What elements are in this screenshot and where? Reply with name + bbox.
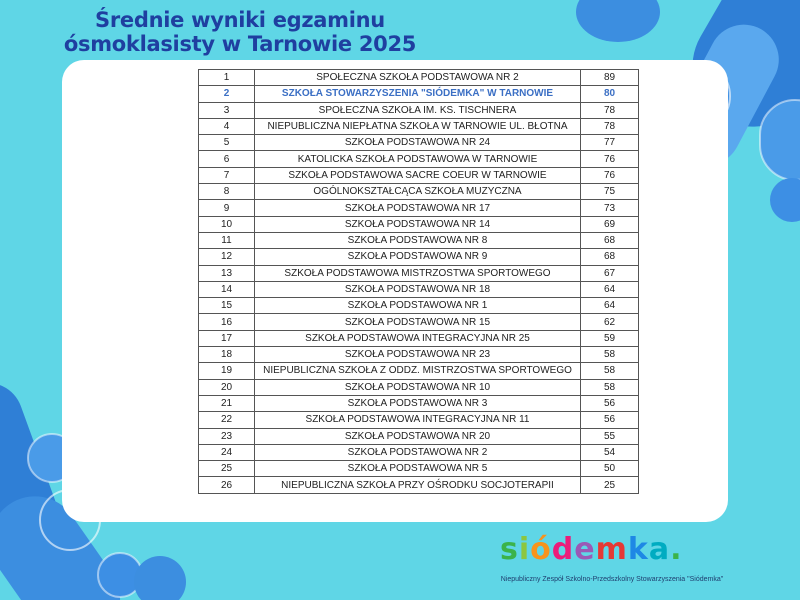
rank-cell: 3 <box>199 102 255 118</box>
rank-cell: 23 <box>199 428 255 444</box>
table-row <box>199 232 639 248</box>
rank-cell: 15 <box>199 298 255 314</box>
rank-cell: 19 <box>199 363 255 379</box>
score-cell: 68 <box>581 249 639 265</box>
rank-cell: 20 <box>199 379 255 395</box>
school-name-cell: SZKOŁA PODSTAWOWA NR 8 <box>255 232 581 248</box>
score-cell: 76 <box>581 167 639 183</box>
score-cell: 67 <box>581 265 639 281</box>
school-name-cell: SPOŁECZNA SZKOŁA IM. KS. TISCHNERA <box>255 102 581 118</box>
score-cell: 25 <box>581 477 639 493</box>
table-row <box>199 70 639 86</box>
rank-cell: 8 <box>199 184 255 200</box>
table-row <box>199 461 639 477</box>
results-table-body <box>199 70 639 494</box>
rank-cell: 24 <box>199 444 255 460</box>
rank-cell: 25 <box>199 461 255 477</box>
table-row <box>199 428 639 444</box>
school-name-cell: NIEPUBLICZNA SZKOŁA PRZY OŚRODKU SOCJOTERAPII <box>255 477 581 493</box>
score-cell: 55 <box>581 428 639 444</box>
school-name-cell: SZKOŁA PODSTAWOWA NR 5 <box>255 461 581 477</box>
school-name-cell: SZKOŁA PODSTAWOWA NR 23 <box>255 347 581 363</box>
score-cell: 58 <box>581 347 639 363</box>
school-name-cell: NIEPUBLICZNA SZKOŁA Z ODDZ. MISTRZOSTWA SPORTOWEGO <box>255 363 581 379</box>
score-cell: 54 <box>581 444 639 460</box>
rank-cell: 5 <box>199 135 255 151</box>
school-name-cell: SZKOŁA PODSTAWOWA NR 15 <box>255 314 581 330</box>
rank-cell: 22 <box>199 412 255 428</box>
table-row <box>199 314 639 330</box>
school-name-cell: SZKOŁA PODSTAWOWA INTEGRACYJNA NR 11 <box>255 412 581 428</box>
rank-cell: 12 <box>199 249 255 265</box>
score-cell: 80 <box>581 86 639 102</box>
score-cell: 73 <box>581 200 639 216</box>
school-name-cell: SZKOŁA PODSTAWOWA SACRE COEUR W TARNOWIE <box>255 167 581 183</box>
title-line-1: Średnie wyniki egzaminu <box>95 8 385 32</box>
table-row <box>199 167 639 183</box>
school-name-cell: SZKOŁA PODSTAWOWA NR 17 <box>255 200 581 216</box>
school-name-cell: SZKOŁA PODSTAWOWA NR 3 <box>255 395 581 411</box>
table-row <box>199 249 639 265</box>
school-name-cell: SZKOŁA PODSTAWOWA NR 24 <box>255 135 581 151</box>
table-row <box>199 444 639 460</box>
rank-cell: 14 <box>199 281 255 297</box>
rank-cell: 13 <box>199 265 255 281</box>
siodemka-logo: siódemka. <box>500 532 683 567</box>
score-cell: 64 <box>581 281 639 297</box>
score-cell: 58 <box>581 363 639 379</box>
table-row <box>199 102 639 118</box>
school-name-cell: SZKOŁA PODSTAWOWA NR 9 <box>255 249 581 265</box>
score-cell: 56 <box>581 395 639 411</box>
rank-cell: 4 <box>199 118 255 134</box>
table-row <box>199 151 639 167</box>
school-name-cell: NIEPUBLICZNA NIEPŁATNA SZKOŁA W TARNOWIE UL. BŁOTNA <box>255 118 581 134</box>
score-cell: 56 <box>581 412 639 428</box>
table-row <box>199 200 639 216</box>
school-name-cell: SZKOŁA STOWARZYSZENIA "SIÓDEMKA" W TARNOWIE <box>255 86 581 102</box>
school-name-cell: SZKOŁA PODSTAWOWA NR 20 <box>255 428 581 444</box>
school-name-cell: KATOLICKA SZKOŁA PODSTAWOWA W TARNOWIE <box>255 151 581 167</box>
rank-cell: 21 <box>199 395 255 411</box>
score-cell: 78 <box>581 102 639 118</box>
page-title <box>60 8 420 56</box>
score-cell: 50 <box>581 461 639 477</box>
rank-cell: 9 <box>199 200 255 216</box>
score-cell: 62 <box>581 314 639 330</box>
table-row <box>199 395 639 411</box>
rank-cell: 11 <box>199 232 255 248</box>
table-row <box>199 347 639 363</box>
school-name-cell: SZKOŁA PODSTAWOWA INTEGRACYJNA NR 25 <box>255 330 581 346</box>
table-row <box>199 265 639 281</box>
score-cell: 68 <box>581 232 639 248</box>
table-row <box>199 412 639 428</box>
score-cell: 69 <box>581 216 639 232</box>
rank-cell: 26 <box>199 477 255 493</box>
rank-cell: 16 <box>199 314 255 330</box>
rank-cell: 6 <box>199 151 255 167</box>
table-row <box>199 216 639 232</box>
table-row <box>199 184 639 200</box>
table-row <box>199 330 639 346</box>
score-cell: 59 <box>581 330 639 346</box>
score-cell: 64 <box>581 298 639 314</box>
table-row <box>199 281 639 297</box>
score-cell: 75 <box>581 184 639 200</box>
school-name-cell: OGÓLNOKSZTAŁCĄCA SZKOŁA MUZYCZNA <box>255 184 581 200</box>
school-name-cell: SZKOŁA PODSTAWOWA NR 10 <box>255 379 581 395</box>
table-row <box>199 477 639 493</box>
rank-cell: 1 <box>199 70 255 86</box>
rank-cell: 7 <box>199 167 255 183</box>
table-row <box>199 379 639 395</box>
table-row <box>199 86 639 102</box>
table-row <box>199 298 639 314</box>
score-cell: 89 <box>581 70 639 86</box>
school-name-cell: SZKOŁA PODSTAWOWA NR 1 <box>255 298 581 314</box>
table-row <box>199 363 639 379</box>
score-cell: 77 <box>581 135 639 151</box>
table-row <box>199 135 639 151</box>
results-table <box>198 69 639 494</box>
school-name-cell: SZKOŁA PODSTAWOWA NR 2 <box>255 444 581 460</box>
organization-name: Niepubliczny Zespół Szkolno-Przedszkolny Stowarzyszenia "Siódemka" <box>500 576 724 583</box>
rank-cell: 17 <box>199 330 255 346</box>
title-line-2: ósmoklasisty w Tarnowie 2025 <box>63 32 417 56</box>
table-row <box>199 118 639 134</box>
school-name-cell: SPOŁECZNA SZKOŁA PODSTAWOWA NR 2 <box>255 70 581 86</box>
rank-cell: 10 <box>199 216 255 232</box>
school-name-cell: SZKOŁA PODSTAWOWA NR 14 <box>255 216 581 232</box>
school-name-cell: SZKOŁA PODSTAWOWA MISTRZOSTWA SPORTOWEGO <box>255 265 581 281</box>
score-cell: 78 <box>581 118 639 134</box>
score-cell: 58 <box>581 379 639 395</box>
rank-cell: 18 <box>199 347 255 363</box>
school-name-cell: SZKOŁA PODSTAWOWA NR 18 <box>255 281 581 297</box>
rank-cell: 2 <box>199 86 255 102</box>
score-cell: 76 <box>581 151 639 167</box>
